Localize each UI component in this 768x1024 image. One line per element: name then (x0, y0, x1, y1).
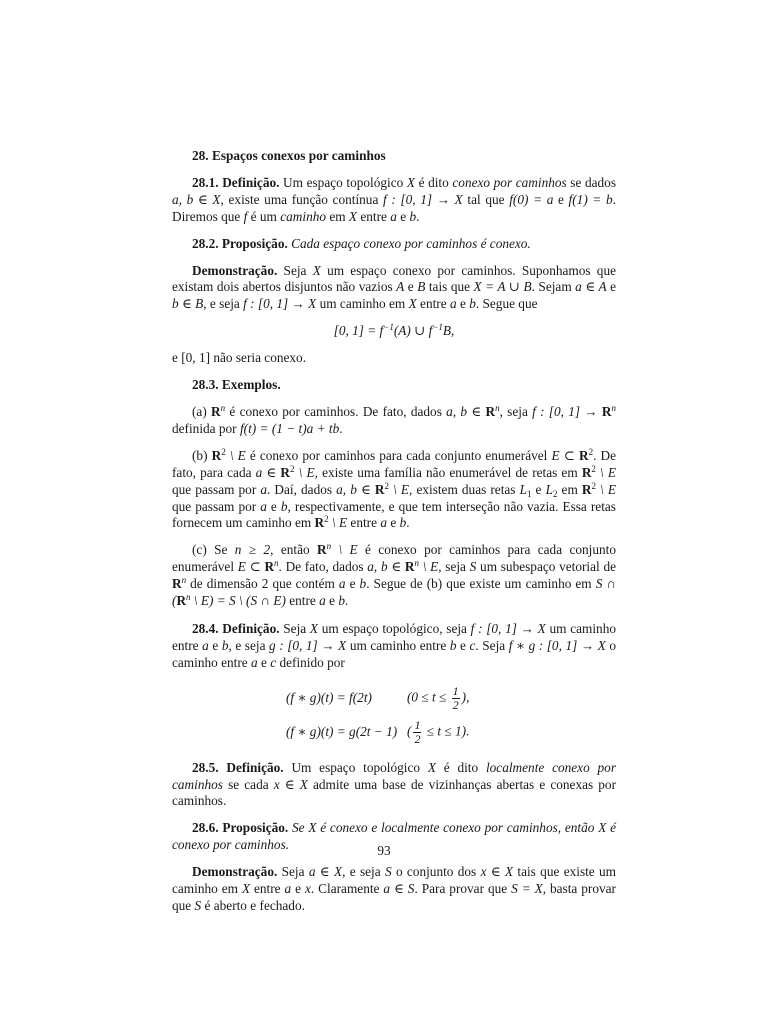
text: e (387, 515, 400, 531)
text: . De fato, dados (278, 559, 368, 575)
examples-28-3-label: 28.3. Exemplos. (192, 377, 281, 393)
proposition-28-2 (172, 236, 616, 253)
text: um caminho entre (346, 637, 450, 653)
text: Seja (277, 864, 309, 880)
text: , e seja (342, 864, 385, 880)
equation-row-1 (172, 682, 616, 716)
math: a (319, 593, 326, 609)
text: e (291, 881, 305, 897)
text: , respectivamente, e que tem interseção não vazia. Essa retas fornecem um caminho em (172, 498, 616, 531)
text: o caminho entre (172, 637, 616, 670)
proposition-label: 28.6. Proposição. (192, 820, 289, 836)
math: A (396, 279, 405, 295)
text: , e seja (203, 296, 244, 312)
math: \ E (328, 515, 348, 531)
math: b (469, 296, 476, 312)
text: (b) (192, 447, 212, 463)
math: \ E (595, 464, 617, 480)
fraction-numerator: 1 (452, 684, 459, 699)
math: ), (461, 689, 470, 705)
math: ≤ t ≤ 1). (423, 723, 470, 739)
math: f(0) = a (509, 191, 554, 207)
math: B (417, 279, 426, 295)
math: a, b ∈ (336, 481, 375, 497)
text: . (345, 593, 349, 609)
definition-28-5 (172, 760, 616, 811)
text: . Diremos que (172, 191, 616, 224)
text: entre (250, 881, 285, 897)
text: um subespaço vetorial de (476, 559, 616, 575)
math: b (399, 515, 407, 531)
text: e (266, 498, 281, 514)
text: . De fato, para cada (172, 447, 616, 480)
fraction-numerator: 1 (414, 718, 421, 733)
math: L (545, 481, 553, 497)
math-subscript: 2 (552, 488, 558, 499)
math-bold: R (578, 447, 589, 463)
math-bold: R (264, 559, 275, 575)
math-superscript: n (274, 558, 279, 569)
definition-label: 28.5. Definição. (192, 759, 284, 775)
math: X (241, 881, 251, 897)
math: a ∈ A (575, 279, 607, 295)
text: é conexo por caminhos para cada conjunto enumerável (245, 447, 552, 463)
math: [0, 1] = f (333, 323, 384, 339)
math: a (390, 208, 397, 224)
display-equation (172, 323, 616, 340)
text: admite uma base de vizinhanças abertas e conexas por caminhos. (172, 776, 617, 809)
math: n ≥ 2 (234, 542, 271, 558)
math: b (221, 637, 229, 653)
text: e (325, 593, 339, 609)
math: a (284, 881, 292, 897)
text: (c) Se (192, 542, 235, 558)
text: e (345, 576, 360, 592)
defined-term: caminho (280, 208, 327, 224)
math: X (427, 759, 436, 775)
text: Seja (279, 620, 310, 636)
text: , então (270, 542, 317, 558)
equation-row-2 (172, 716, 616, 750)
text: tal que (462, 191, 510, 207)
math: S (469, 559, 477, 575)
math: x (304, 881, 311, 897)
proof-28-6 (172, 864, 616, 915)
text: um caminho em (316, 296, 409, 312)
math: f(t) = (1 − t)a + tb (239, 420, 340, 436)
math: b (280, 498, 288, 514)
math: a ∈ X (308, 864, 343, 880)
math-bold: R (404, 559, 415, 575)
math: f : [0, 1] → X (243, 296, 317, 312)
math: f : [0, 1] → X (470, 620, 546, 636)
text: e (404, 279, 418, 295)
math: b (338, 593, 346, 609)
defined-term: localmente conexo por caminhos (172, 759, 617, 792)
text: se dados (566, 174, 616, 190)
math: c (270, 654, 277, 670)
math: \ E (331, 542, 358, 558)
math: b (359, 576, 367, 592)
text: é um (247, 208, 281, 224)
text: tais que existe um caminho em (172, 864, 617, 897)
math: b (409, 208, 417, 224)
text: entre (285, 593, 320, 609)
proposition-statement: Se X é conexo e localmente conexo por caminhos, então X é conexo por caminhos. (172, 820, 616, 853)
math-superscript: 2 (384, 480, 390, 491)
math: X = A ∪ B (473, 279, 532, 295)
text: Um espaço topológico (279, 174, 407, 190)
math-superscript: 2 (290, 463, 295, 474)
math-superscript: n (326, 541, 332, 552)
math: a, b ∈ (367, 559, 405, 575)
text: . Segue de (b) que existe um caminho em (366, 576, 596, 592)
text: , existem duas retas (409, 481, 520, 497)
math: b (449, 637, 457, 653)
math: \ E (596, 481, 617, 497)
text: (a) (192, 403, 212, 419)
text: o conjunto dos (391, 864, 481, 880)
math-superscript: n (414, 558, 419, 569)
text: , existe uma família não enumerável de retas em (314, 464, 582, 480)
text: entre (357, 208, 391, 224)
equation-condition (379, 719, 469, 746)
math: S ∩ ( (172, 576, 616, 609)
example-b (172, 448, 616, 533)
text: em (557, 481, 582, 497)
text: é dito (435, 759, 486, 775)
text: , e seja (228, 637, 270, 653)
math-superscript: 2 (591, 480, 597, 491)
text: Um espaço topológico (283, 759, 428, 775)
text: , existe uma função contínua (220, 191, 383, 207)
text: . Claramente (310, 881, 384, 897)
text: tais que (425, 279, 474, 295)
math: a (260, 481, 267, 497)
math: x ∈ X (273, 776, 308, 792)
math: f : [0, 1] → X (383, 191, 463, 207)
equation-lhs: (f ∗ g)(t) = f(2t) (286, 690, 372, 706)
text: é conexo por caminhos para cada conjunto enumerável (172, 542, 616, 575)
text: que passam por (172, 498, 261, 514)
text: . (339, 420, 343, 436)
text: e (396, 208, 410, 224)
text: entre (347, 515, 381, 531)
text: um caminho entre (172, 620, 616, 653)
text: . Para provar que (414, 881, 512, 897)
text: definida por (172, 420, 240, 436)
math-bold: R (581, 464, 592, 480)
text: e (606, 279, 616, 295)
math: b ∈ B (172, 296, 204, 312)
math-superscript: 2 (588, 446, 594, 457)
proof-label: Demonstração. (192, 262, 278, 278)
math-bold: R (172, 576, 182, 592)
math: X (408, 296, 417, 312)
definition-label: 28.1. Definição. (192, 174, 280, 190)
math-superscript: 2 (324, 514, 329, 525)
math: \ E (389, 481, 410, 497)
definition-28-1 (172, 175, 616, 226)
math-bold: R (374, 481, 385, 497)
math-bold: R (176, 593, 187, 609)
math: a (380, 515, 387, 531)
math-superscript: n (611, 402, 616, 413)
math: S = X (511, 881, 543, 897)
math: \ E) = S \ (S ∩ E) (190, 593, 286, 609)
math-superscript: n (186, 592, 191, 603)
text: e (553, 191, 569, 207)
math: f ∗ g : [0, 1] → X (508, 637, 606, 653)
example-c (172, 542, 616, 610)
math: B, (442, 323, 455, 339)
text: de dimensão 2 que contém (186, 576, 339, 592)
text: e (208, 637, 222, 653)
math: L (519, 481, 527, 497)
math: (0 ≤ t ≤ (407, 689, 450, 705)
math: a (260, 498, 267, 514)
math: a (449, 296, 457, 312)
math-bold: R (211, 403, 221, 419)
proposition-label: 28.2. Proposição. (192, 235, 288, 251)
math: x ∈ X (480, 864, 514, 880)
text: e (257, 654, 271, 670)
math-superscript: n (495, 402, 500, 413)
fraction (413, 719, 421, 746)
text: e (531, 481, 546, 497)
math-bold: R (581, 481, 592, 497)
text: é conexo por caminhos. De fato, dados (225, 403, 447, 419)
page-body (172, 148, 616, 915)
math: a, b ∈ X (172, 191, 221, 207)
text: , seja (499, 403, 533, 419)
math: a ∈ S (383, 881, 415, 897)
math: (A) ∪ f (393, 323, 433, 339)
text: em (326, 208, 349, 224)
text: . Segue que (475, 296, 538, 312)
fraction (452, 685, 460, 712)
text: e (456, 296, 470, 312)
math: a ∈ (255, 464, 281, 480)
text: . (416, 208, 420, 224)
proof-closing: e [0, 1] não seria conexo. (172, 350, 307, 366)
equation-lhs: (f ∗ g)(t) = g(2t − 1) (286, 724, 398, 740)
page-number: 93 (377, 843, 391, 858)
text: que passam por (172, 481, 261, 497)
math: c (469, 637, 476, 653)
text: definido por (276, 654, 345, 670)
text: . (406, 515, 410, 531)
math-superscript: 2 (221, 446, 226, 457)
text: , basta provar que (172, 881, 616, 913)
math-superscript: −1 (383, 322, 394, 333)
fraction-denominator: 2 (414, 732, 421, 747)
text: . Seja (475, 637, 509, 653)
math: S (384, 864, 392, 880)
math-bold: R (485, 403, 496, 419)
math-superscript: 2 (591, 463, 596, 474)
proof-28-2 (172, 263, 616, 314)
text: , seja (438, 559, 470, 575)
math-subscript: 1 (526, 488, 532, 499)
math: \ E (294, 464, 315, 480)
math: \ E (225, 447, 246, 463)
math: X (309, 620, 319, 636)
math: S (194, 898, 202, 913)
math: E ⊂ (237, 559, 265, 575)
math: a (251, 654, 258, 670)
math-superscript: −1 (432, 322, 443, 333)
math: a (202, 637, 209, 653)
text: um espaço topológico, seja (318, 620, 471, 636)
math: a, b ∈ (446, 403, 486, 419)
math-bold: R (314, 515, 325, 531)
text: um espaço conexo por caminhos. Suponhamos que existam dois abertos disjuntos não vazios (172, 262, 617, 295)
piecewise-definition (172, 682, 616, 750)
math: f(1) = b (568, 191, 613, 207)
definition-28-4 (172, 621, 616, 672)
text: se cada (222, 776, 274, 792)
text: entre (416, 296, 450, 312)
math: g : [0, 1] → X (269, 637, 347, 653)
fraction-denominator: 2 (452, 698, 459, 713)
math: X (348, 208, 358, 224)
math-bold: R (317, 542, 327, 558)
math-bold: R (601, 403, 612, 419)
math: \ E (418, 559, 439, 575)
section-title: 28. Espaços conexos por caminhos (192, 148, 386, 163)
text: e (456, 637, 470, 653)
text: é dito (414, 174, 453, 190)
math-bold: R (211, 447, 222, 463)
math: E ⊂ (551, 447, 579, 463)
math: a (338, 576, 346, 592)
text: é aberto e fechado. (201, 898, 305, 913)
text: . Daí, dados (267, 481, 337, 497)
math: ( (407, 723, 412, 739)
math-bold: R (280, 464, 291, 480)
math: f (243, 208, 248, 224)
math-superscript: n (220, 402, 226, 413)
equation-condition (379, 685, 469, 712)
example-a (172, 404, 616, 438)
math: X (406, 174, 415, 190)
definition-label: 28.4. Definição. (192, 620, 280, 636)
text: . Sejam (531, 279, 576, 295)
proof-label: Demonstração. (192, 864, 278, 880)
text: Seja (277, 262, 313, 278)
math-superscript: n (181, 575, 187, 586)
defined-term: conexo por caminhos (452, 174, 567, 190)
math: X (312, 262, 321, 278)
math: f : [0, 1] → (532, 403, 602, 419)
proposition-statement: Cada espaço conexo por caminhos é conexo. (287, 235, 531, 251)
